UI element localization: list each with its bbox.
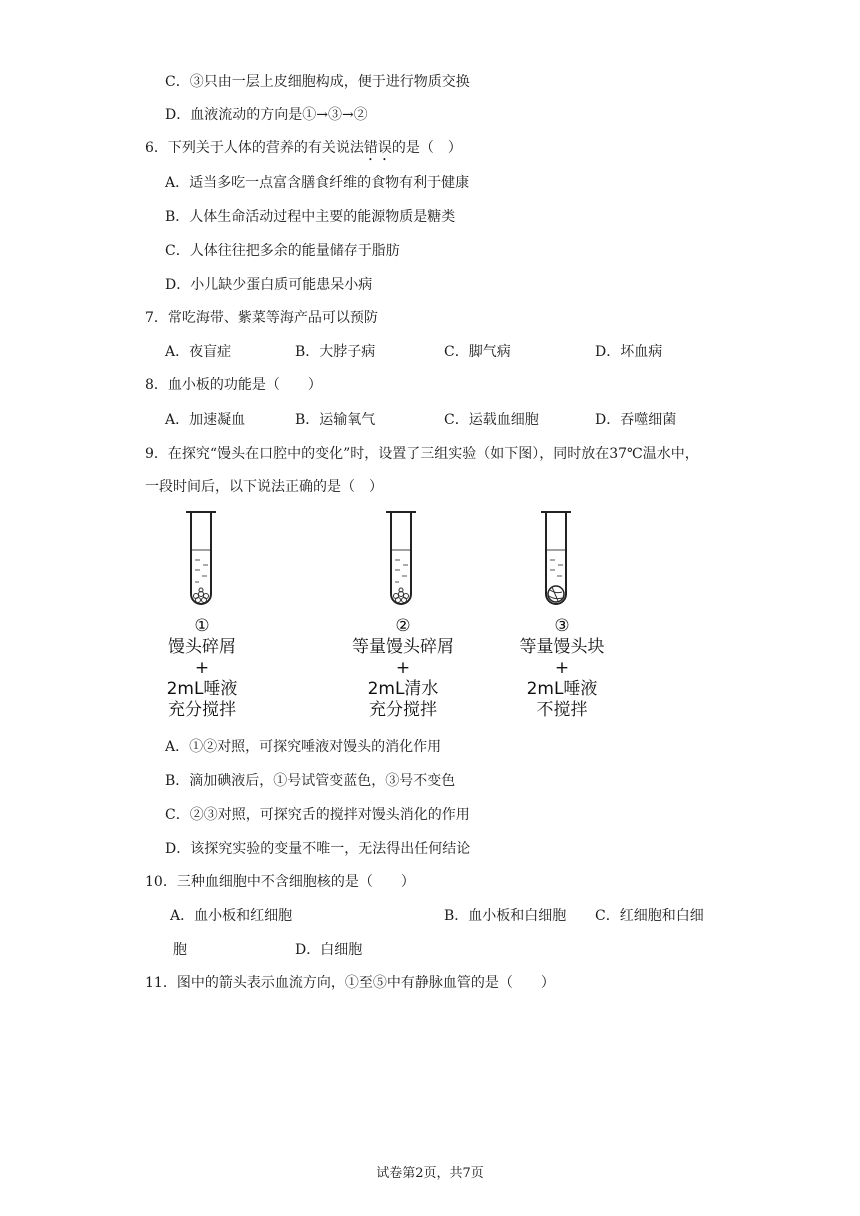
tube-3-line1: 等量馒头块: [519, 637, 605, 657]
q10-stem: 10．三种血细胞中不含细胞核的是（ ）: [145, 874, 415, 890]
q10-option-c: C．红细胞和白细: [595, 908, 704, 924]
q8-option-d: D．吞噬细菌: [595, 412, 677, 428]
q6-stem: [145, 138, 462, 164]
q10-option-b: B．血小板和白细胞: [444, 908, 567, 924]
q9-stem-line2: 一段时间后，以下说法正确的是（ ）: [145, 479, 383, 495]
q7-option-a: A．夜盲症: [165, 344, 232, 360]
q6-option-b: B．人体生命活动过程中主要的能源物质是糖类: [165, 209, 456, 225]
q9-option-d: D．该探究实验的变量不唯一，无法得出任何结论: [165, 841, 471, 857]
q8-option-b: B．运输氧气: [295, 412, 376, 428]
tube-1-line2: 2mL唾液: [166, 679, 238, 699]
tube-1-line3: 充分搅拌: [168, 700, 236, 720]
test-tube-figure: [150, 510, 650, 730]
tube-1-line1: 馒头碎屑: [168, 637, 236, 657]
q10-option-d: D．白细胞: [295, 942, 363, 958]
q9-option-c: C．②③对照，可探究舌的搅拌对馒头消化的作用: [165, 807, 470, 823]
tube-1-plus: +: [194, 658, 210, 678]
tube-2-plus: +: [395, 658, 411, 678]
q6-option-c: C．人体往往把多余的能量储存于脂肪: [165, 243, 400, 259]
tube-3-plus: +: [554, 658, 570, 678]
q9-stem-line1: 9．在探究“馒头在口腔中的变化”时，设置了三组实验（如下图），同时放在37℃温水中，: [145, 446, 699, 462]
q8-option-c: C．运载血细胞: [444, 412, 539, 428]
q6-stem-prefix: 6．下列关于人体的营养的有关说法: [145, 140, 364, 156]
q8-stem: 8．血小板的功能是（ ）: [145, 377, 322, 393]
q9-option-b: B．滴加碘液后，①号试管变蓝色，③号不变色: [165, 773, 456, 789]
q6-stem-emphasis: 错误: [363, 140, 392, 156]
test-tube-1: [183, 510, 219, 612]
q5-option-c: C．③只由一层上皮细胞构成，便于进行物质交换: [165, 74, 470, 90]
page-footer: 试卷第2页，共7页: [376, 1166, 484, 1181]
test-tube-3: [538, 510, 574, 612]
tube-2-line1: 等量馒头碎屑: [352, 637, 454, 657]
q8-option-a: A．加速凝血: [165, 412, 246, 428]
q6-option-d: D．小儿缺少蛋白质可能患呆小病: [165, 277, 373, 293]
q6-stem-suffix: 的是（ ）: [391, 140, 462, 156]
q10-option-a: A．血小板和红细胞: [170, 908, 293, 924]
q6-option-a: A．适当多吃一点富含膳食纤维的食物有利于健康: [165, 175, 470, 191]
tube-1-number: ①: [194, 616, 210, 636]
q7-option-c: C．脚气病: [444, 344, 511, 360]
q7-stem: 7．常吃海带、紫菜等海产品可以预防: [145, 310, 378, 326]
test-tube-2: [383, 510, 419, 612]
tube-1-caption: [150, 616, 254, 721]
q10-option-c-continued: 胞: [173, 942, 187, 958]
q11-stem: 11．图中的箭头表示血流方向，①至⑤中有静脉血管的是（ ）: [145, 975, 555, 991]
q9-option-a: A．①②对照，可探究唾液对馒头的消化作用: [165, 739, 442, 755]
tube-2-line3: 充分搅拌: [369, 700, 437, 720]
tube-2-line2: 2mL清水: [367, 679, 439, 699]
q5-option-d: D．血液流动的方向是①→③→②: [165, 107, 368, 123]
tube-2-caption: [336, 616, 470, 721]
q7-option-d: D．坏血病: [595, 344, 663, 360]
q7-option-b: B．大脖子病: [295, 344, 376, 360]
tube-3-number: ③: [554, 616, 570, 636]
tube-3-line2: 2mL唾液: [526, 679, 598, 699]
tube-3-caption: [500, 616, 624, 721]
tube-3-line3: 不搅拌: [536, 700, 588, 720]
tube-2-number: ②: [395, 616, 411, 636]
